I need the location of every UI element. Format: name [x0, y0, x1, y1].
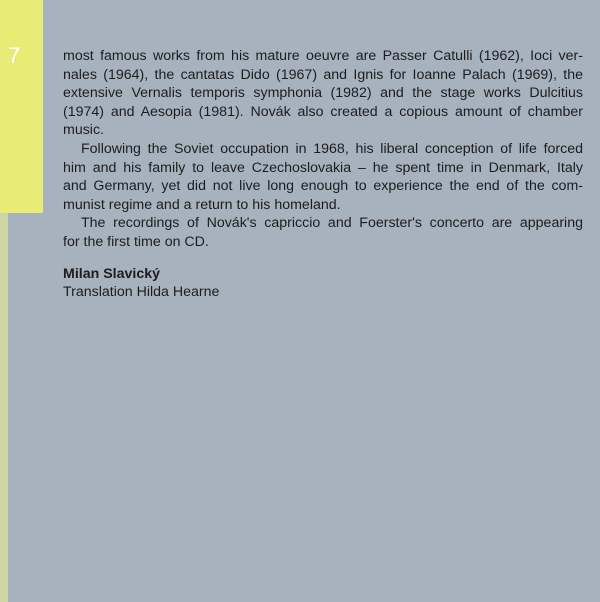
- page-number: 7: [8, 43, 21, 68]
- text-line: for the first time on CD.: [63, 233, 209, 250]
- accent-bar-lower: [0, 213, 8, 602]
- translator-credit: Translation Hilda Hearne: [63, 284, 220, 301]
- paragraph-3: [63, 214, 583, 251]
- text-line: him and his family to leave Czechoslovakia – he spent time in Denmark, Italy: [63, 159, 583, 176]
- accent-bar: [0, 0, 43, 213]
- text-line: music.: [63, 122, 104, 139]
- body-text: [63, 47, 583, 302]
- text-line: and Germany, yet did not live long enough to experience the end of the com-: [63, 178, 583, 195]
- author-name: Milan Slavický: [63, 265, 160, 282]
- paragraph-2: [63, 140, 583, 214]
- text-line: (1974) and Aesopia (1981). Novák also created a copious amount of chamber: [63, 103, 583, 120]
- signature: [63, 265, 583, 302]
- text-line: The recordings of Novák's capriccio and Foerster's concerto are appearing: [81, 215, 583, 232]
- text-line: Following the Soviet occupation in 1968, his liberal conception of life forced: [81, 140, 583, 157]
- text-line: nales (1964), the cantatas Dido (1967) and Ignis for Ioanne Palach (1969), the: [63, 66, 583, 83]
- text-line: munist regime and a return to his homeland.: [63, 196, 341, 213]
- text-line: most famous works from his mature oeuvre are Passer Catulli (1962), Ioci ver-: [63, 48, 583, 64]
- paragraph-1: [63, 47, 583, 140]
- text-line: extensive Vernalis temporis symphonia (1982) and the stage works Dulcitius: [63, 85, 583, 102]
